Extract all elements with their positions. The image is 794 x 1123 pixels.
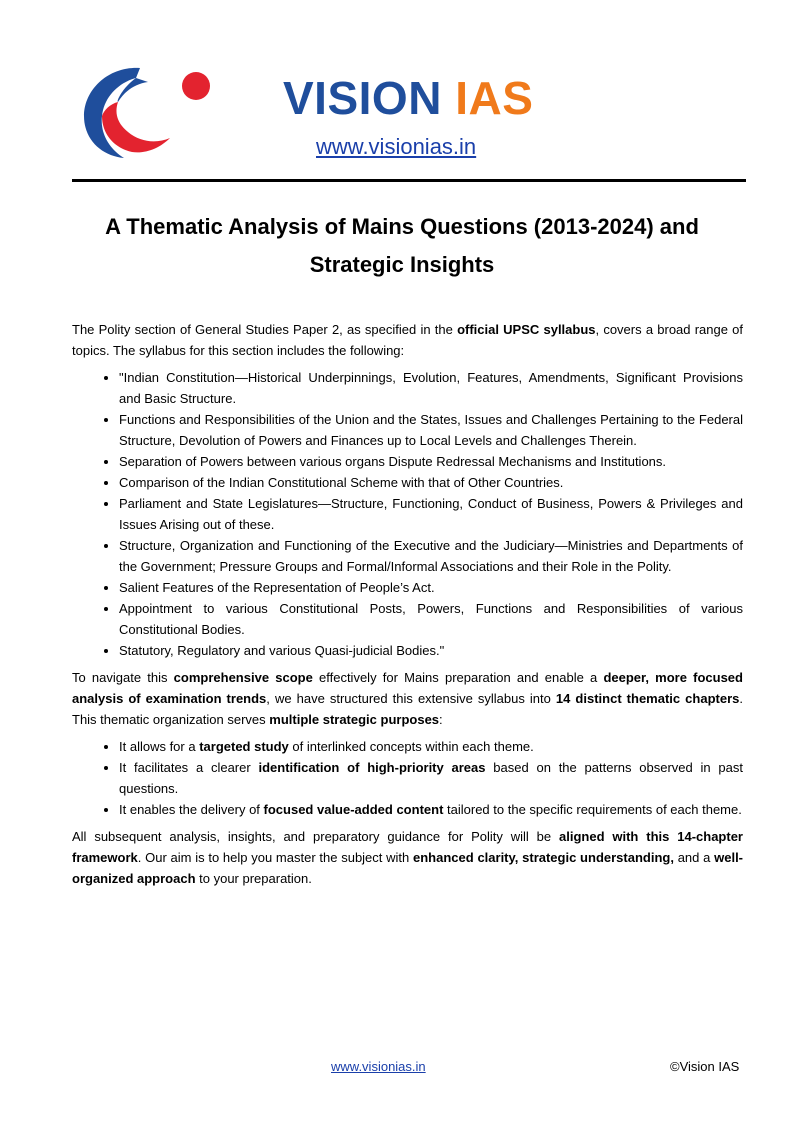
list-item: • Separation of Powers between various organs Dispute Redressal Mechanisms and Institutions. (119, 451, 743, 472)
list-item: • It facilitates a clearer identification of high-priority areas based on the patterns observed in past questions. (119, 757, 743, 799)
list-item: • Structure, Organization and Functioning of the Executive and the Judiciary—Ministries and Departments of the Government; Pressure Groups and Formal/Informal Associations and their Role in the Polity. (119, 535, 743, 577)
list-item: • Functions and Responsibilities of the Union and the States, Issues and Challenges Pertaining to the Federal Structure, Devolution of Powers and Finances up to Local Levels and Challenges Therein. (119, 409, 743, 451)
brand-ias-text: IAS (455, 72, 534, 124)
purposes-list (72, 736, 743, 820)
vision-ias-logo-icon (78, 62, 214, 158)
navigate-paragraph: To navigate this comprehensive scope effectively for Mains preparation and enable a deeper, more focused analysis of examination trends, we have structured this extensive syllabus into 14 distinct thematic chapters. This thematic organization serves multiple strategic purposes: (72, 670, 743, 727)
header-divider (72, 179, 746, 182)
list-item: • Salient Features of the Representation of People’s Act. (119, 577, 743, 598)
page-title: A Thematic Analysis of Mains Questions (2013-2024) and Strategic Insights (105, 214, 699, 277)
list-item: • Statutory, Regulatory and various Quasi-judicial Bodies." (119, 640, 743, 661)
document-body (72, 319, 743, 895)
closing-paragraph: All subsequent analysis, insights, and preparatory guidance for Polity will be aligned with this 14-chapter framework. Our aim is to help you master the subject with enhanced clarity, strategic understanding, and a well-organized approach to your preparation. (72, 829, 744, 886)
list-item: • It enables the delivery of focused value-added content tailored to the specific requirements of each theme. (119, 799, 743, 820)
footer-copyright: ©Vision IAS (670, 1059, 740, 1074)
list-item: • Parliament and State Legislatures—Structure, Functioning, Conduct of Business, Powers & Privileges and Issues Arising out of these. (119, 493, 743, 535)
page-header (0, 0, 794, 185)
website-link[interactable]: www.visionias.in (316, 134, 477, 159)
list-item: • Appointment to various Constitutional Posts, Powers, Functions and Responsibilities of various Constitutional Bodies. (119, 598, 743, 640)
syllabus-list (72, 367, 743, 661)
list-item: • It allows for a targeted study of interlinked concepts within each theme. (119, 736, 743, 757)
list-item: • Comparison of the Indian Constitutional Scheme with that of Other Countries. (119, 472, 743, 493)
footer-website-link[interactable]: www.visionias.in (331, 1059, 426, 1074)
list-item: • "Indian Constitution—Historical Underpinnings, Evolution, Features, Amendments, Significant Provisions and Basic Structure. (119, 367, 743, 409)
brand-name (283, 70, 533, 126)
brand-vision-text: VISION (283, 72, 442, 124)
intro-paragraph: The Polity section of General Studies Paper 2, as specified in the official UPSC syllabus, covers a broad range of topics. The syllabus for this section includes the following: (72, 322, 744, 358)
